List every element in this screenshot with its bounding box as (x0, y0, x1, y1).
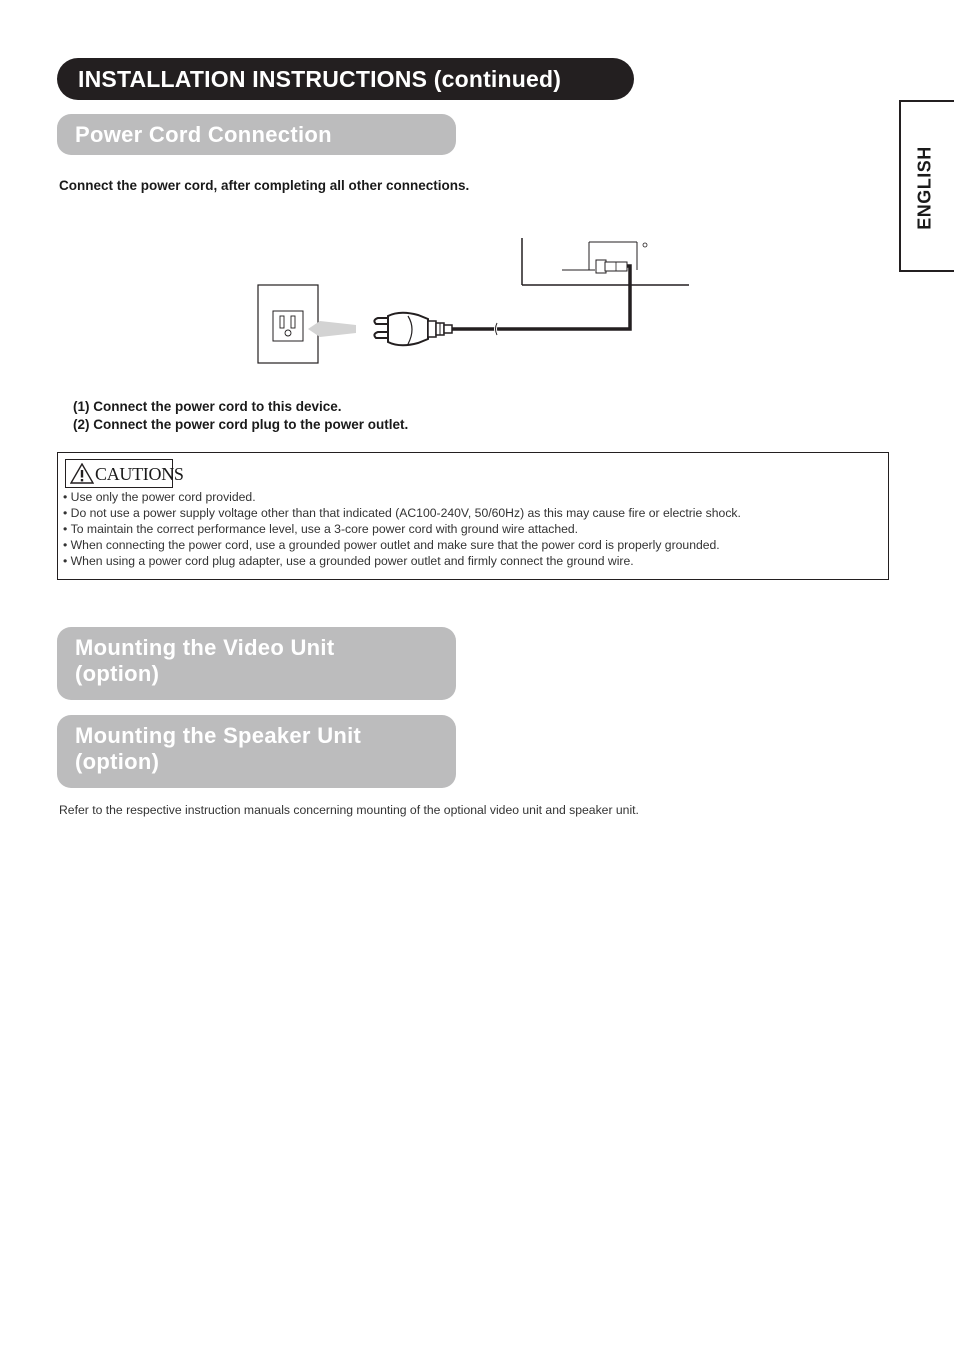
step-item: (1) Connect the power cord to this device. (73, 399, 342, 414)
video-unit-section-title-line1: Mounting the Video Unit (75, 635, 335, 660)
mounting-note: Refer to the respective instruction manuals concerning mounting of the optional video unit and speaker unit. (59, 803, 639, 817)
cautions-box (57, 452, 889, 580)
caution-item: • To maintain the correct performance level, use a 3-core power cord with ground wire attached. (63, 521, 741, 537)
speaker-unit-section-banner (57, 715, 456, 788)
caution-list (63, 489, 741, 569)
language-tab-label: ENGLISH (914, 146, 935, 230)
power-intro-text: Connect the power cord, after completing all other connections. (59, 178, 470, 193)
power-plug-icon (374, 313, 452, 346)
page-title-banner (57, 58, 634, 100)
language-tab (899, 100, 954, 272)
power-cord-section-banner (57, 114, 456, 155)
page-title: INSTALLATION INSTRUCTIONS (continued) (78, 66, 562, 92)
power-connection-diagram (250, 232, 700, 372)
power-cord-line (450, 266, 630, 329)
connection-steps (73, 398, 408, 434)
cautions-heading: CAUTIONS (95, 464, 184, 484)
speaker-unit-section-title-line1: Mounting the Speaker Unit (75, 723, 362, 748)
step-item: (2) Connect the power cord plug to the power outlet. (73, 417, 409, 432)
warning-triangle-icon (70, 463, 94, 484)
device-connector-icon (596, 260, 627, 273)
caution-item: • When using a power cord plug adapter, use a grounded power outlet and firmly connect the ground wire. (63, 553, 741, 569)
power-cord-section-title: Power Cord Connection (75, 122, 332, 147)
video-unit-section-title-line2: (option) (75, 661, 160, 686)
speaker-unit-section-title-line2: (option) (75, 749, 160, 774)
caution-item: • When connecting the power cord, use a grounded power outlet and make sure that the power cord is properly grounded. (63, 537, 741, 553)
video-unit-section-banner (57, 627, 456, 700)
caution-item: • Use only the power cord provided. (63, 489, 741, 505)
cautions-label (65, 459, 184, 488)
caution-item: • Do not use a power supply voltage other than that indicated (AC100-240V, 50/60Hz) as this may cause fire or electrie shock. (63, 505, 741, 521)
power-outlet-icon (258, 285, 318, 363)
